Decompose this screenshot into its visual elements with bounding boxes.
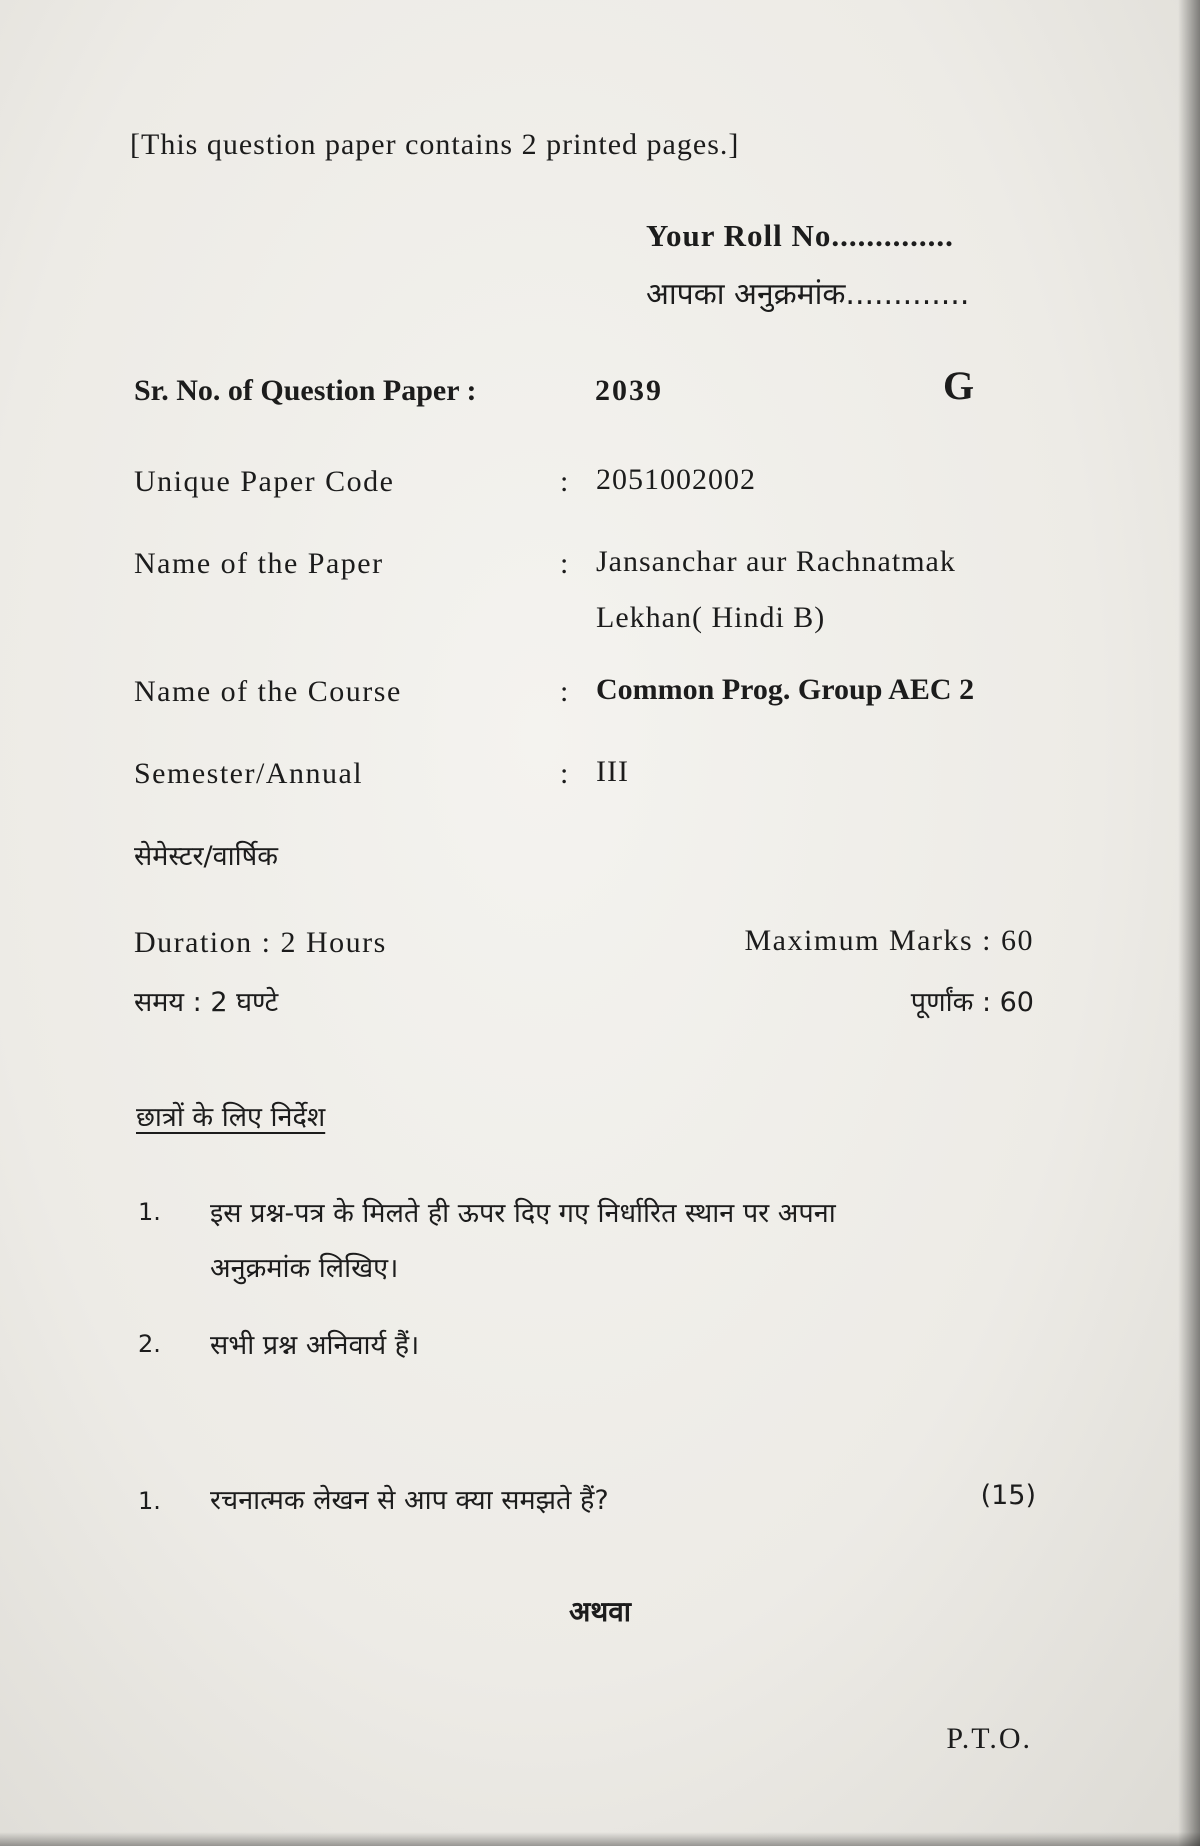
course-name-label: Name of the Course (134, 675, 402, 708)
duration-label: Duration : 2 Hours (134, 926, 387, 959)
semester-label-hindi: सेमेस्टर/वार्षिक (134, 841, 278, 872)
course-name-colon: : (560, 675, 569, 708)
roll-number-field-hindi: आपका अनुक्रमांक............. (646, 277, 970, 312)
page-edge-shadow-right (1178, 0, 1200, 1846)
paper-set-letter: G (943, 363, 975, 408)
paper-name-colon: : (560, 547, 569, 580)
instructions-heading: छात्रों के लिए निर्देश (136, 1102, 326, 1133)
max-marks-label: Maximum Marks : 60 (744, 924, 1034, 957)
sr-no-value: 2039 (595, 374, 663, 407)
roll-number-field: Your Roll No.............. (646, 218, 954, 253)
duration-label-hindi: समय : 2 घण्टे (134, 987, 279, 1018)
page-edge-shadow-bottom (0, 1832, 1200, 1846)
paper-name-value-line2: Lekhan( Hindi B) (596, 601, 826, 634)
question-1-number: 1. (138, 1487, 161, 1515)
question-1-text: रचनात्मक लेखन से आप क्या समझते हैं? (210, 1485, 609, 1516)
course-name-value: Common Prog. Group AEC 2 (596, 673, 975, 706)
paper-name-value-line1: Jansanchar aur Rachnatmak (596, 545, 956, 578)
instruction-2-line1: सभी प्रश्न अनिवार्य हैं। (210, 1330, 420, 1361)
semester-value: III (596, 755, 629, 788)
pages-note: [This question paper contains 2 printed pages.] (130, 128, 740, 161)
paper-name-label: Name of the Paper (134, 547, 384, 580)
instruction-2-number: 2. (138, 1330, 161, 1358)
semester-colon: : (560, 757, 569, 790)
instruction-1-number: 1. (138, 1198, 161, 1226)
semester-label: Semester/Annual (134, 757, 364, 790)
max-marks-label-hindi: पूर्णांक : 60 (910, 987, 1034, 1018)
unique-paper-code-colon: : (560, 465, 569, 498)
instruction-1-line1: इस प्रश्न-पत्र के मिलते ही ऊपर दिए गए निर्धारित स्थान पर अपना (210, 1198, 836, 1229)
instruction-1-line2: अनुक्रमांक लिखिए। (210, 1253, 399, 1284)
sr-no-label: Sr. No. of Question Paper : (134, 374, 477, 407)
unique-paper-code-label: Unique Paper Code (134, 465, 395, 498)
question-1-marks: (15) (980, 1480, 1036, 1511)
page-footer-pto: P.T.O. (946, 1722, 1032, 1755)
unique-paper-code-value: 2051002002 (596, 463, 756, 496)
or-separator: अथवा (568, 1595, 632, 1628)
